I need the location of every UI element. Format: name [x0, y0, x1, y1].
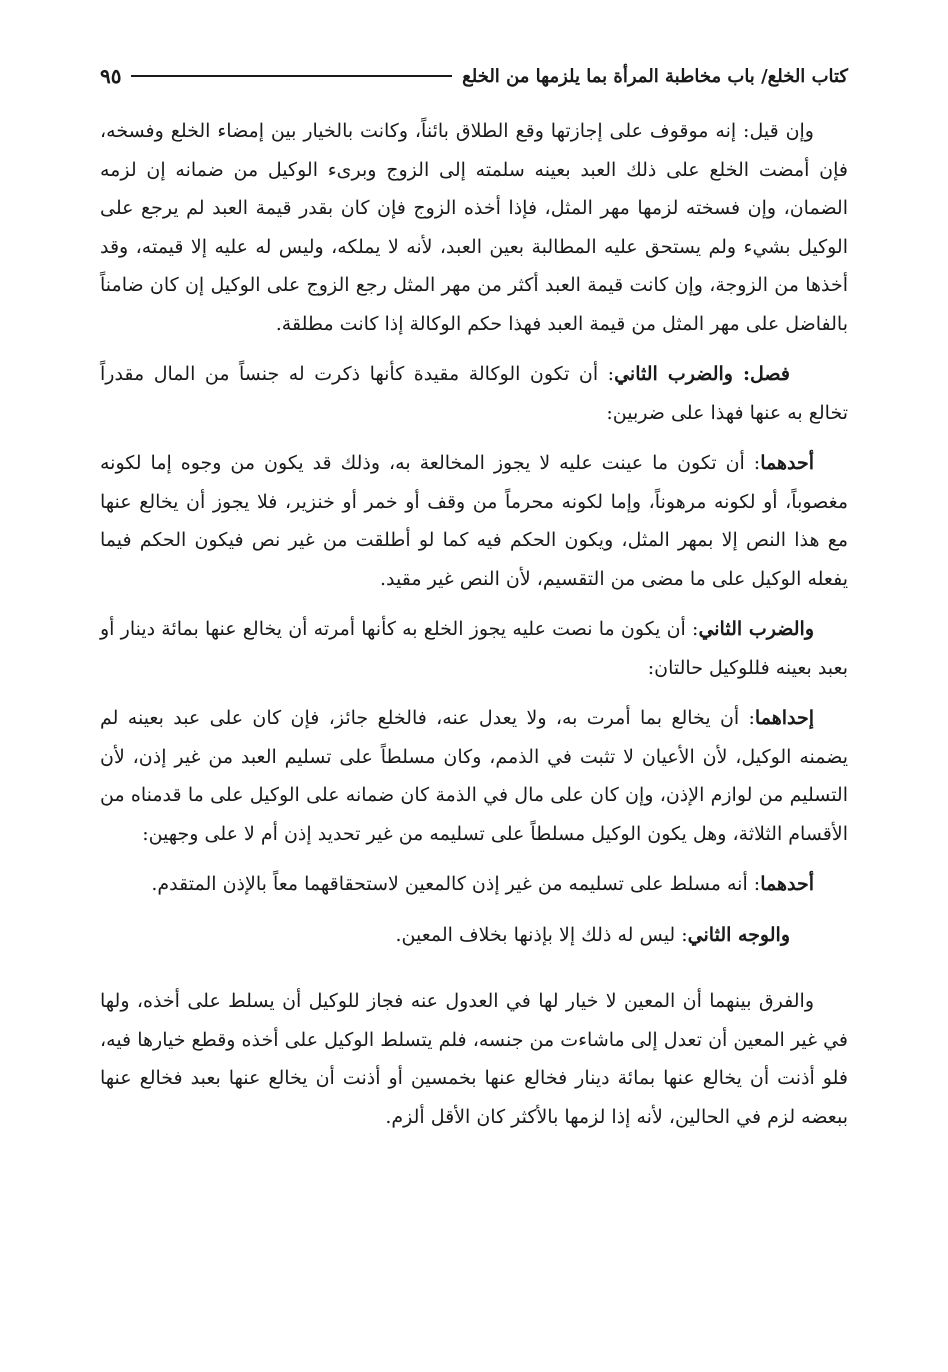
paragraph-text: وإن قيل: إنه موقوف على إجازتها وقع الطلاق بائناً، وكانت بالخيار بين إمضاء الخلع وفسخه، فإن أمضت الخلع على ذلك العبد بعينه سلمته إلى الزوج وبرىء الوكيل من ضمانه إن لزمه الضمان، وإن فسخته لزمها مهر المثل، فإذا أخذه الزوج فإن كان بقدر قيمة العبد لم يرجع على الوكيل بشيء ولم يستحق عليه المطالبة بعين العبد، لأنه لا يملكه، وليس له عليه إلا قيمته، وقد أخذها من الزوجة، وإن كانت قيمة العبد أكثر من مهر المثل رجع الزوج على الوكيل إن كان ضامناً بالفاضل على مهر المثل من قيمة العبد فهذا حكم الوكالة إذا كانت مطلقة.: [100, 120, 848, 335]
paragraph-heading: أحدهما: [760, 873, 814, 895]
paragraph-heading: فصل: والضرب الثاني: [614, 363, 790, 385]
paragraph: [100, 444, 848, 598]
paragraph: [100, 982, 848, 1136]
paragraph-text: والفرق بينهما أن المعين لا خيار لها في العدول عنه فجاز للوكيل أن يسلط على أخذه، ولها في غير المعين أن تعدل إلى ماشاءت من جنسه، فلم يتسلط الوكيل على أخذه وقطع خيارها فيه، فلو أذنت أن يخالع عنها بمائة دينار فخالع عنها بخمسين أو أذنت أن يخالع عنها بعبد فخالع عنها ببعضه لزم في الحالين، لأنه إذا لزمها بالأكثر كان الأقل ألزم.: [100, 990, 848, 1128]
running-header: [100, 58, 848, 94]
paragraph-text: : أن يخالع بما أمرت به، ولا يعدل عنه، فالخلع جائز، فإن كان على عبد بعينه لم يضمنه الوكيل، لأن الأعيان لا تثبت في الذمم، وكان مسلطاً على تسليم العبد من غير إذن، لأن التسليم من لوازم الإذن، وإن كان على مال في الذمة كان ضمانه على الوكيل على ما قدمناه من الأقسام الثلاثة، وهل يكون الوكيل مسلطاً على تسليمه من غير تحديد إذن أم لا على وجهين:: [100, 707, 848, 845]
paragraph-text: : أن تكون الوكالة مقيدة كأنها ذكرت له جنساً من المال مقدراً تخالع به عنها فهذا على ضربين:: [100, 363, 848, 424]
paragraph-text: : أنه مسلط على تسليمه من غير إذن كالمعين لاستحقاقهما معاً بالإذن المتقدم.: [151, 873, 761, 895]
paragraph-heading: أحدهما: [760, 452, 814, 474]
paragraph-text: : أن يكون ما نصت عليه يجوز الخلع به كأنها أمرته أن يخالع عنها بمائة دينار أو بعبد بعينه فللوكيل حالتان:: [100, 618, 848, 679]
page-number: ٩٥: [100, 64, 122, 88]
paragraph: [100, 112, 848, 343]
paragraph-text: : أن تكون ما عينت عليه لا يجوز المخالعة به، وذلك قد يكون من وجوه إما لكونه مغصوباً، أو لكونه مرهوناً، وإما لكونه محرماً من وقف أو خمر أو خنزير، فلا يجوز أن يخالع عنها مع هذا النص إلا بمهر المثل، ويكون الحكم فيه كما لو أطلقت من غير نص فيكون الحكم فيما يفعله الوكيل على ما مضى من التقسيم، لأن النص غير مقيد.: [100, 452, 848, 590]
paragraph: [100, 865, 848, 904]
paragraph: [100, 916, 848, 955]
paragraph: [100, 610, 848, 687]
header-title: كتاب الخلع/ باب مخاطبة المرأة بما يلزمها من الخلع: [462, 65, 848, 87]
header-rule: [131, 75, 452, 77]
paragraph-heading: والوجه الثاني: [687, 923, 790, 946]
paragraph-heading: والضرب الثاني: [698, 618, 815, 640]
paragraph: [100, 355, 848, 432]
paragraph: [100, 699, 848, 853]
paragraph-heading: إحداهما: [754, 707, 814, 729]
paragraph-text: : ليس له ذلك إلا بإذنها بخلاف المعين.: [395, 923, 688, 946]
page-body: [100, 112, 848, 1148]
